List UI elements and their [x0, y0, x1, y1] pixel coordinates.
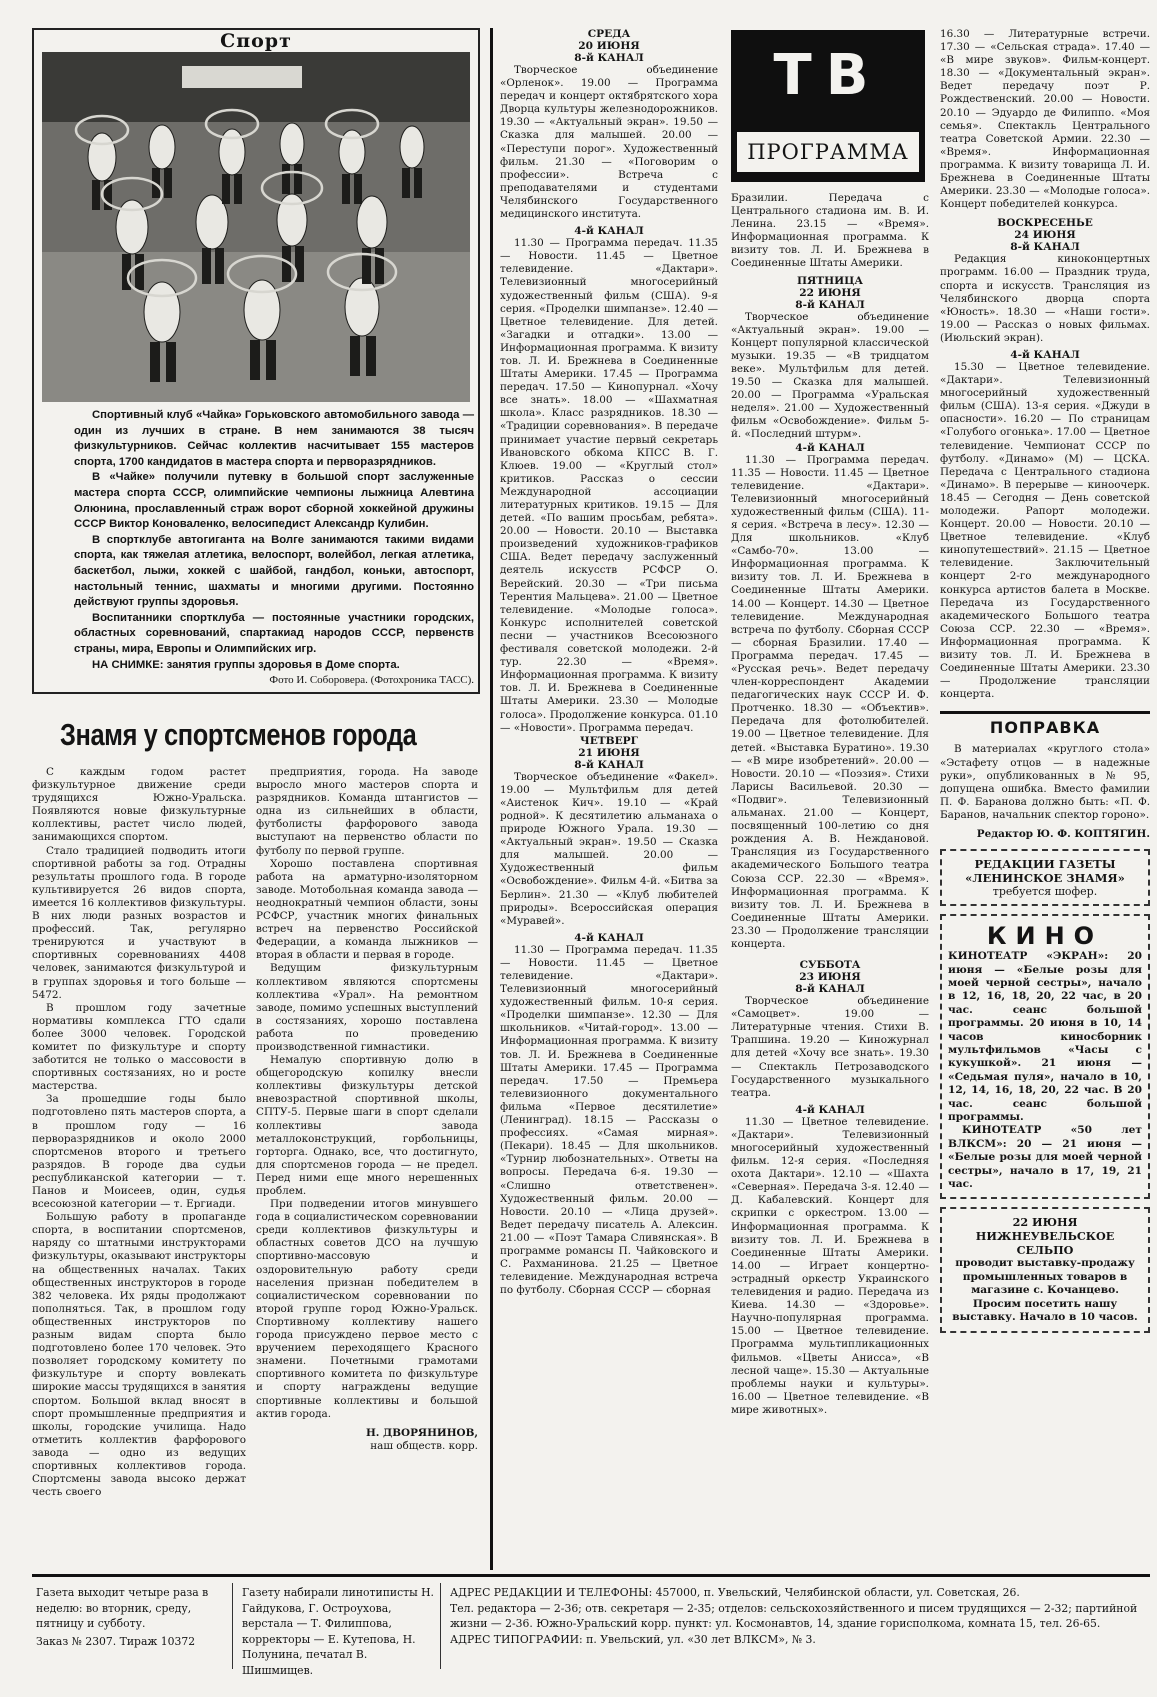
tv-listing: 11.30 — Программа передач. 11.35 — Новости. 11.45 — Цветное телевидение. «Дактари». Телевизионный многосерийный художественный фильм (США). 9-я серия. «Проделки шимпанзе». 12.40 — Цветное телевидение. Для детей. «Загадки и отгадки». 13.00 — Информационная программа. К визиту тов. Л. И. Брежнева в Соединенные Штаты Америки. 17.45 — Программа передач. 17.50 — Кинопурнал. «Хочу все знать». 18.00 — «Шахматная школа». Класс разрядников. 18.30 — «Традиции соревнования». В передаче принимает участие первый секретарь Ивановского обкома КПСС В. Г. Клюев. 19.00 — «Круглый стол» критиков. Рассказ о сессии Международной ассоциации литературных критиков. 19.15 — Для детей. «По вашим просьбам, ребята». 20.00 — Новости. 20.10 — Выставка произведений художников-графиков США. Ведет передачу заслуженный деятель искусств РСФСР О. Верейский. 20.30 — «Три письма Терентия Мальцева». 21.00 — Цветное телевидение. «Молодые голоса». Конкурс исполнителей советской песни — участников Всесоюзного фестиваля советской молодежи. 2-й тур. 22.30 — «Время». Информационная программа. К визиту тов. Л. И. Брежнева в Соединенные Штаты Америки. 23.30 — Молодые голоса». Продолжение конкурса. 01.10 — «Новости». Программа передач. — [500, 237, 718, 734]
job-ad-title: РЕДАКЦИИ ГАЗЕТЫ «ЛЕНИНСКОЕ ЗНАМЯ» — [965, 857, 1125, 886]
article-column-right — [256, 766, 478, 1570]
photo-block — [32, 28, 480, 694]
tv-listing: 11.30 — Цветное телевидение. «Дактари». Телевизионный многосерийный художественный фильм. 12-я серия. «Последняя охота Дактари». 12.10 — «Шахта «Северная». Передача 3-я. 12.40 — Д. Кабалевский. Концерт для скрипки с оркестром. 13.00 — Информационная программа. К визиту тов. Л. И. Брежнева в Соединенные Штаты Америки. 14.00 — Играет концертно-эстрадный оркестр Украинского телевидения и радио. Передача из Киева. 14.30 — «Здоровье». Научно-популярная программа. 15.00 — Цветное телевидение. Программа мультипликационных фильмов. «Цветы Анисса», «В лесной чаще». 15.30 — Актуальные проблемы науки и культуры». 16.00 — Цветное телевидение. «В мире животных». — [731, 1115, 929, 1416]
cinema-text: КИНОТЕАТР «50 лет ВЛКСМ»: 20 — 21 июня — «Белые розы для моей черной сестры», начало в 17, 19, 21 час. — [948, 1124, 1142, 1191]
footer-schedule: Газета выходит четыре раза в неделю: во вторник, среду, пятницу и субботу. Заказ № 2307. Тираж 10372 — [36, 1585, 226, 1649]
photo-caption — [74, 408, 474, 689]
sale-ad-text: проводит выставку-продажу промышленных товаров в магазине с. Кочанцево. Просим посетить нашу выставку. Начало в 10 часов. — [952, 1257, 1138, 1324]
cinema-listings — [940, 914, 1150, 1199]
footer-address: АДРЕС РЕДАКЦИИ И ТЕЛЕФОНЫ: 457000, п. Увельский, Челябинской области, ул. Советская, 26. Тел. редактора — 2-36; отв. секретаря — 2-35; отделов: сельскохозяйственного и писем трудящихся — 2-32; партийной жизни — 2-36. Южно-Уральский корр. пункт: ул. Космонавтов, 14, здание горисполкома, комната 15, тел. 26-65. АДРЕС ТИПОГРАФИИ: п. Увельский, ул. «30 лет ВЛКСМ», № 3. — [450, 1586, 1138, 1646]
tv-column-2 — [731, 192, 929, 1572]
footer-imprint — [32, 1574, 1150, 1677]
article-paragraph: С каждым годом растет физкультурное движение среди трудящихся Южно-Уральска. Появляются новые физкультурные коллективы, растет число людей, занимающихся спортом. — [32, 766, 246, 844]
caption-paragraph: В спортклубе автогиганта на Волге занимаются такими видами спорта, как тяжелая атлетика, велоспорт, волейбол, легкая атлетика, баскетбол, лыжи, хоккей с шайбой, гандбол, коньки, автоспорт, настольный теннис, шахматы и многими другими. Постоянно действуют группы здоровья. — [74, 533, 474, 609]
tv-listing: Творческое объединение «Самоцвет». 19.00 — Литературные чтения. Стихи В. Трапшина. 19.20 — Киножурнал для детей «Хочу все знать». 19.30 — Спектакль Петрозаводского Государственного музыкального театра. — [731, 995, 929, 1099]
footer-divider — [440, 1583, 441, 1669]
editor-line — [940, 828, 1150, 841]
tv-listing: Творческое объединение «Актуальный экран». 19.00 — Концерт популярной классической музыки. 19.35 — «В тридцатом веке». Мультфильм для детей. 19.50 — Сказка для малышей. 20.00 — Программа «Уральская неделя». 21.00 — Художественный фильм «Освобождение». Фильм 5-й. «Последний штурм». — [731, 310, 929, 441]
photo-credit: Фото И. Соборовера. (Фотохроника ТАСС). — [269, 674, 474, 687]
article-paragraph: Стало традицией подводить итоги спортивной работы за год. Отрадны результаты прошлого года. В городе культивируется 26 видов спорта, имеется 16 коллективов физкультуры. В них люди разных возрастов и профессий. Так, регулярно тренируются и участвуют в спортивных соревнованиях 4408 человек, занимаются физкультурой и в группах здоровья и того больше — 5472. — [32, 844, 246, 1001]
tv-listing: Творческое объединение «Орленок». 19.00 — Программа передач и концерт октябрятского хора Дворца культуры железнодорожников. 19.30 — «Актуальный экран». 19.50 — Сказка для малышей. 20.00 — «Переступи порог». Художественный фильм. 21.30 — «Поговорим о профессии». Встреча с преподавателями и студентами Челябинского Государственного медицинского института. — [500, 64, 718, 221]
column-divider — [490, 28, 493, 1570]
caption-paragraph: Спортивный клуб «Чайка» Горьковского автомобильного завода — один из лучших в стране. В нем занимаются 38 тысяч физкультурников. Сейчас коллектив насчитывает 155 мастеров спорта, 1700 кандидатов в мастера спорта и перворазрядников. — [74, 409, 474, 468]
photo-image — [42, 52, 470, 402]
tv-logo-letters: ТВ — [773, 43, 883, 108]
channel-heading: 4-й КАНАЛ — [1010, 348, 1080, 361]
correction-heading: ПОПРАВКА — [989, 718, 1101, 738]
caption-paragraph: В «Чайке» получили путевку в большой спорт заслуженные мастера спорта СССР, олимпийские чемпионы лыжница Алевтина Олюнина, прославленный страж ворот сборной хоккейной дружины СССР Виктор Коноваленко, велосипедист Александр Кулибин. — [74, 471, 474, 531]
section-label: Спорт — [220, 30, 292, 52]
article-author-role: наш обществ. корр. — [370, 1439, 478, 1452]
job-ad — [940, 849, 1150, 906]
day-heading: ПЯТНИЦА 22 ИЮНЯ 8-й КАНАЛ — [795, 274, 865, 311]
sale-ad-title: 22 ИЮНЯ НИЖНЕУВЕЛЬСКОЕ СЕЛЬПО — [975, 1215, 1115, 1258]
job-ad-text: требуется шофер. — [992, 885, 1098, 899]
footer-divider — [232, 1583, 233, 1669]
article-paragraph: Немалую спортивную долю в общегородскую копилку внесли коллективы физкультуры детской вневозрастной спортивной школы, СПТУ-5. Первые шаги в спорт сделали коллективы завода металлоконструкций, горбольницы, горторга. Однако, все, что достигнуто, для спортсменов города — не предел. Перед ними еще много нерешенных проблем. — [256, 1054, 478, 1197]
article-headline: Знамя у спортсменов города — [60, 717, 417, 752]
article-paragraph: В прошлом году зачетные нормативы комплекса ГТО сдали более 3000 человек. Городской комитет по физкультуре и спорту заботится не только о массовости в спортивных состязаниях, но и росте мастерства. — [32, 1001, 246, 1093]
cinema-text: КИНОТЕАТР «ЭКРАН»: 20 июня — «Белые розы для моей черной сестры», начало в 12, 16, 18, 20, 22 час, в 20 час. сеанс большой программы. 20 июня в 10, 14 часов киносборник мультфильмов «Часы с кукушкой». 21 июня — «Седьмая пуля», начало в 10, 12, 14, 16, 18, 20, 22 час. В 20 час. сеанс большой программы. — [948, 950, 1142, 1124]
cinema-heading: КИНО — [986, 922, 1104, 951]
article-column-left — [32, 766, 246, 1570]
caption-paragraph: Воспитанники спортклуба — постоянные участники городских, областных соревнований, спартакиад народов СССР, первенств страны, мира, Европы и Олимпийских игр. — [74, 611, 474, 655]
sale-ad — [940, 1207, 1150, 1332]
footer-order: Заказ № 2307. Тираж 10372 — [36, 1634, 196, 1648]
day-heading: ВОСКРЕСЕНЬЕ 24 ИЮНЯ 8-й КАНАЛ — [997, 217, 1093, 254]
tv-listing: Творческое объединение «Факел». 19.00 — Мультфильм для детей «Аистенок Кич». 19.10 — «Край родной». К десятилетию альманаха о природе Южного Урала. 19.30 — «Актуальный экран». 19.50 — Сказка для малышей. 20.00 — Художественный фильм «Освобождение». Фильм 4-й. «Битва за Берлин». 21.30 — «Клуб любителей природы». Всероссийская операция «Муравей». — [500, 770, 718, 927]
caption-paragraph: НА СНИМКЕ: занятия группы здоровья в Доме спорта. — [92, 658, 400, 671]
channel-heading: 4-й КАНАЛ — [574, 225, 644, 238]
article-paragraph: При подведении итогов минувшего года в социалистическом соревновании среди коллективов физкультуры и областных советов ДСО на лучшую спортивно-массовую и оздоровительную работу среди населения признан победителем в социалистическом соревновании по второй группе город Южно-Уральск. Спортивному коллективу нашего города присуждено первое место с вручением переходящего Красного знамени. Почетными грамотами спортивного комитета по физкультуре и спорту награждены ведущие спортивные коллективы и большой актив города. — [256, 1198, 478, 1420]
tv-listing: 16.30 — Литературные встречи. 17.30 — «Сельская страда». 17.40 — «В мире звуков». Фильм-концерт. 18.30 — «Документальный экран». Ведет передачу поэт Р. Рождественский. 20.00 — Новости. 20.10 — Эдуардо де Филиппо. «Моя семья». Спектакль Центрального театра Советской Армии. 22.30 — «Время». Информационная программа. К визиту товарища Л. И. Брежнева в Соединенные Штаты Америки. 23.30 — «Молодые голоса». Концерт победителей конкурса. — [940, 28, 1150, 211]
article-paragraph: предприятия, города. На заводе выросло много мастеров спорта и разрядников. Команда штангистов — одна из сильнейших в области, футболисты фарфорового завода выступают на первенство области по футболу по первой группе. — [256, 766, 478, 857]
channel-heading: 4-й КАНАЛ — [795, 1103, 865, 1116]
tv-listing: 15.30 — Цветное телевидение. «Дактари». Телевизионный многосерийный художественный фильм (США). 13-я серия. «Джуди в опасности». 16.20 — По страницам «Голубого огонька». 17.00 — Цветное телевидение. Чемпионат СССР по футболу. «Динамо» (М) — ЦСКА. Передача с Центрального стадиона «Динамо». В перерыве — киноочерк. 18.45 — Сегодня — День советской молодежи. Рапорт молодежи. Концерт. 20.00 — Новости. 20.10 — Цветное телевидение. «Клуб кинопутешествий». 21.15 — Цветное телевидение. Заключительный концерт 2-го международного конкурса артистов балета в Москве. Передача из Государственного академического Большого театра Союза ССР. 22.30 — «Время». Информационная программа. К визиту тов. Л. И. Брежнева в Соединенные Штаты Америки. 23.30 — Продолжение трансляции концерта. — [940, 360, 1150, 701]
article-paragraph: За прошедшие годы было подготовлено пять мастеров спорта, а в прошлом году — 16 перворазрядников и около 2000 спортсменов второго и третьего разрядов. В городе два судьи республиканской категории — т. Панов и Моисеев, один, судья всесоюзной категории — т. Ергиади. — [32, 1093, 246, 1211]
day-heading: ЧЕТВЕРГ 21 ИЮНЯ 8-й КАНАЛ — [574, 734, 644, 771]
tv-listing: 11.30 — Программа передач. 11.35 — Новости. 11.45 — Цветное телевидение. «Дактари». Телевизионный многосерийный художественный фильм (США). 11-я серия. «Встреча в лесу». 12.30 — Для школьников. «Клуб «Самбо-70». 13.00 — Информационная программа. К визиту тов. Л. И. Брежнева в Соединенные Штаты Америки. 14.00 — Концерт. 14.30 — Цветное телевидение. Международная встреча по футболу. Сборная СССР — сборная Бразилии. 17.40 — Программа передач. 17.45 — «Русская речь». Ведет передачу член-корреспондент Академии педагогических наук СССР И. Ф. Протченко. 18.30 — «Объектив». Передача для фотолюбителей. 19.00 — Цветное телевидение. Для детей. «Выставка Буратино». 19.30 — «В мире изобретений». 20.00 — Новости. 20.10 — «Поэзия». Стихи Ларисы Васильевой. 20.30 — «Подвиг». Телевизионный альманах. 21.00 — Концерт, посвященный 100-летию со дня рождения А. В. Неждановой. Трансляция из Государственного академического Большого театра Союза ССР. 22.30 — «Время». Информационная программа. К визиту тов. Л. И. Брежнева в Соединенные Штаты Америки. 23.30 — Продолжение трансляции концерта. — [731, 453, 929, 950]
editor-name: Ю. Ф. КОПТЯГИН. — [1036, 827, 1150, 840]
channel-heading: 4-й КАНАЛ — [574, 931, 644, 944]
channel-heading: 4-й КАНАЛ — [795, 441, 865, 454]
tv-listing: Редакция киноконцертных программ. 16.00 — Праздник труда, спорта и искусств. Трансляция из Челябинского дворца спорта «Юность». 18.30 — «Наши гости». 19.00 — Рассказ о новых фильмах. (Июльский экран). — [940, 253, 1150, 344]
day-heading: СРЕДА 20 ИЮНЯ 8-й КАНАЛ — [574, 28, 644, 64]
footer-staff: Газету набирали линотиписты Н. Гайдукова, Г. Остроухова, верстала — Т. Филиппова, корректоры — Е. Кутепова, Н. Полунина, печатал В. Шишмищев. — [242, 1586, 434, 1677]
tv-listing: 11.30 — Программа передач. 11.35 — Новости. 11.45 — Цветное телевидение. «Дактари». Телевизионный многосерийный художественный фильм. 10-я серия. «Проделки шимпанзе». 12.30 — Для школьников. «Читай-город». 13.00 — Информационная программа. К визиту тов. Л. И. Брежнева в Соединенные Штаты Америки. 17.45 — Программа передач. 17.50 — Премьера телевизионного документального фильма «Первое десятилетие» (Ленинград). 18.15 — Рассказы о профессиях. «Самая мирная». (Пекари). 18.45 — Для школьников. «Турнир любознательных». Ответы на вопросы. Передача 6-я. 19.30 — «Слишно ответственен». Художественный фильм. 20.00 — Новости. 20.10 — «Лица друзей». Ведет передачу писатель А. Алексин. 21.00 — «Поэт Тамара Сливянская». В программе романсы П. Чайковского и С. Рахманинова. 21.25 — Цветное телевидение. Международная встреча по футболу. Сборная СССР — сборная — [500, 943, 718, 1297]
article-author: Н. ДВОРЯНИНОВ, — [365, 1426, 478, 1439]
tv-column-1 — [500, 28, 718, 1572]
day-heading: СУББОТА 23 ИЮНЯ 8-й КАНАЛ — [795, 959, 865, 996]
article-paragraph: Ведущим физкультурным коллективом являются спортсмены коллектива «Урал». На ремонтном заводе, помимо успешных выступлений в состязаниях, хорошо поставлена работа по проведению производственной гимнастики. — [256, 962, 478, 1053]
tv-listing: Бразилии. Передача с Центрального стадиона им. В. И. Ленина. 23.15 — «Время». Информационная программа. К визиту тов. Л. И. Брежнева в Соединенные Штаты Америки. — [731, 192, 929, 270]
article-paragraph: Большую работу в пропаганде спорта, в воспитании спортсменов, наряду со штатными инструкторами физкультуры, оказывают инструкторы на общественных началах. Таких общественных инструкторов в городе 382 человека. Их ряды продолжают пополняться. Так, в прошлом году общественных инструкторов по разным видам спорта было подготовлено более 170 человек. Это позволяет городскому комитету по физкультуре и спорту вовлекать широкие массы трудящихся в занятия спортом. Большой вклад вносят в спорт промышленные предприятия и школы, городские училища. Надо отметить коллектив фарфорового завода — одно из ведущих спортивных коллективов города. Спортсмены завода высоко держат честь своего — [32, 1211, 246, 1499]
gymnastics-photo — [42, 52, 470, 402]
editor-label: Редактор — [976, 827, 1034, 840]
section-divider — [940, 711, 1150, 714]
correction-text: В материалах «круглого стола» «Эстафету отцов — в надежные руки», опубликованных в № 95, допущена ошибка. Вместо фамилии П. Ф. Баранова должно быть: «П. Ф. Баранов, начальник спектор гороно». — [940, 743, 1150, 821]
article-paragraph: Хорошо поставлена спортивная работа на арматурно-изоляторном заводе. Мотобольная команда завода — неоднократный чемпион области, зоны РСФСР, участник многих финальных встреч на первенство Российской Федерации, а команда лыжников — вторая в области и первая в городе. — [256, 857, 478, 962]
tv-column-3 — [940, 28, 1150, 1572]
tv-program-logo — [731, 30, 925, 182]
tv-logo-word: ПРОГРАММА — [737, 132, 919, 172]
